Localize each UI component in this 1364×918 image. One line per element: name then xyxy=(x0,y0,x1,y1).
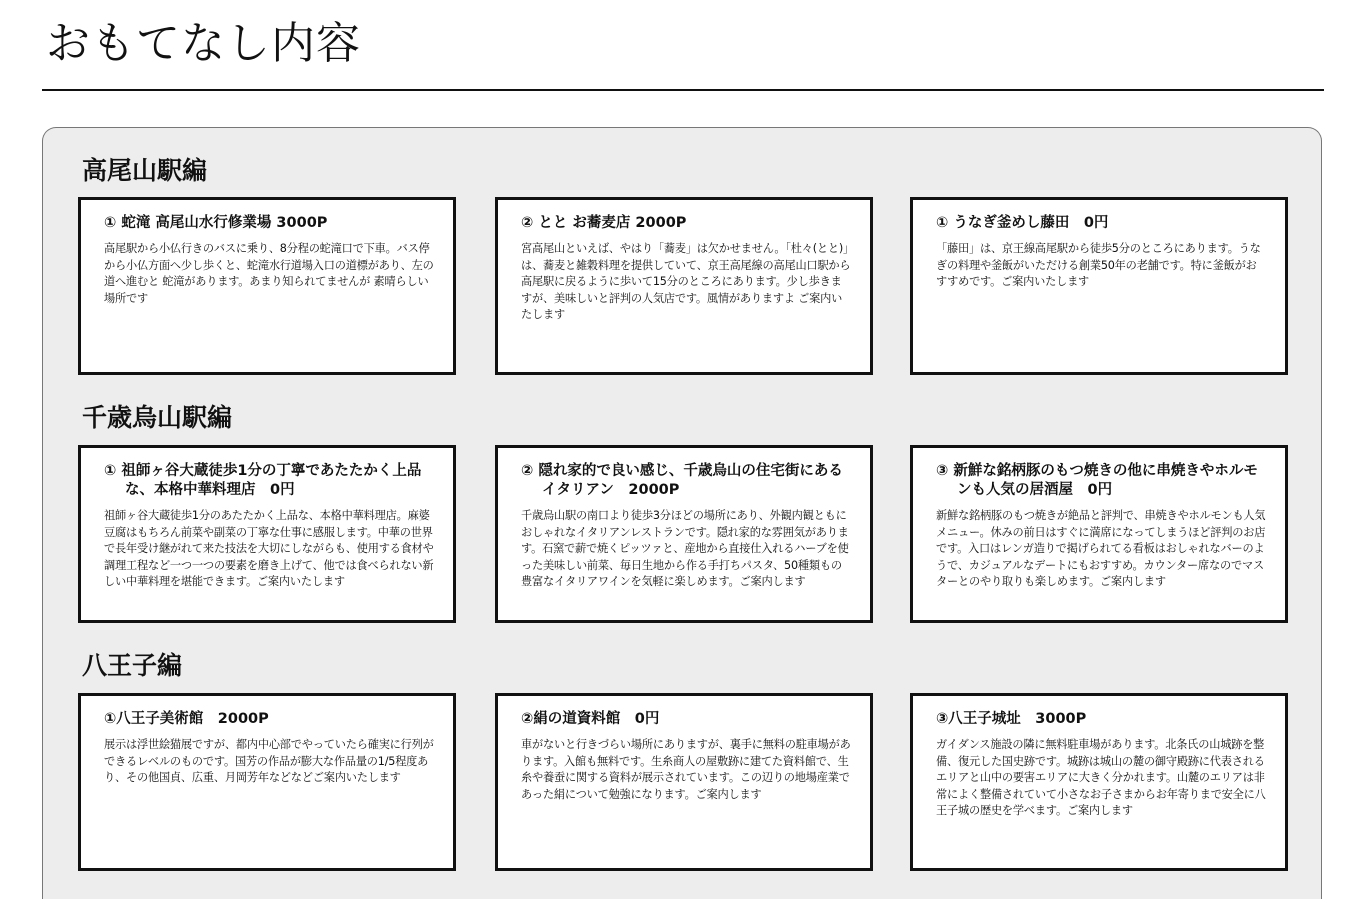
card-title: ③ 新鮮な銘柄豚のもつ焼きの他に串焼きやホルモンも人気の居酒屋 0円 xyxy=(936,463,1258,498)
card-title: ②絹の道資料館 0円 xyxy=(521,711,660,727)
card-body: 千歳烏山駅の南口より徒歩3分ほどの場所にあり、外観内観ともにおしゃれなイタリアンレストランです。隠れ家的な雰囲気があります。石窯で薪で焼くピッツァと、産地から直接仕入れるハーブを使った美味しい前菜、毎日生地から作る手打ちパスタ、50種類もの豊富なイタリアワインを気軽に楽しめます。ご案内します xyxy=(521,509,849,589)
section-heading-takaosan: 高尾山駅編 xyxy=(82,156,208,185)
section-heading-chitosekarasuyama: 千歳烏山駅編 xyxy=(82,403,233,432)
card-title: ② とと お蕎麦店 2000P xyxy=(521,215,687,231)
content-panel xyxy=(42,127,1322,899)
card-body: ガイダンス施設の隣に無料駐車場があります。北条氏の山城跡を整備、復元した国史跡です。城跡は城山の麓の御守殿跡に代表されるエリアと山中の要害エリアに大きく分かれます。山麓のエリアは非常によく整備されていて小さなお子さまからお年寄りまで安全に八王子城の歴史を学べます。ご案内します xyxy=(936,738,1266,818)
card-izakaya xyxy=(910,445,1288,623)
card-body: 車がないと行きづらい場所にありますが、裏手に無料の駐車場があります。入館も無料です。生糸商人の屋敷跡に建てた資料館で、生糸や養蚕に関する資料が展示されています。この辺りの地場産業であった絹について勉強になります。ご案内します xyxy=(521,738,851,801)
card-body: 「藤田」は、京王線高尾駅から徒歩5分のところにあります。うなぎの料理や釜飯がいただける創業50年の老舗です。特に釜飯がおすすめです。ご案内いたします xyxy=(936,242,1261,289)
card-hachioji-castle xyxy=(910,693,1288,871)
card-body: 宮高尾山といえば、やはり「蕎麦」は欠かせません。「杜々(とと)」は、蕎麦と雑穀料理を提供していて、京王高尾線の高尾山口駅から高尾駅に戻るように歩いて15分のところにあります。少し歩きますが、美味しいと評判の人気店です。風情がありますよ ご案内いたします xyxy=(521,242,851,322)
card-jataki xyxy=(78,197,456,375)
title-divider xyxy=(42,89,1324,91)
card-body: 祖師ヶ谷大蔵徒歩1分のあたたかく上品な、本格中華料理店。麻婆豆腐はもちろん前菜や副菜の丁寧な仕事に感服します。中華の世界で長年受け継がれて来た技法を大切にしながらも、使用する食材や調理工程など一つ一つの要素を磨き上げて、他では食べられない新しい中華料理を堪能できます。ご案内いたします xyxy=(104,509,434,589)
card-title: ①八王子美術館 2000P xyxy=(104,711,269,727)
card-fujita xyxy=(910,197,1288,375)
card-italian xyxy=(495,445,873,623)
card-title: ① うなぎ釜めし藤田 0円 xyxy=(936,215,1109,231)
card-hachioji-museum xyxy=(78,693,456,871)
card-title: ② 隠れ家的で良い感じ、千歳烏山の住宅街にあるイタリアン 2000P xyxy=(521,463,843,498)
card-title: ③八王子城址 3000P xyxy=(936,711,1087,727)
card-toto-soba xyxy=(495,197,873,375)
card-body: 展示は浮世絵猫展ですが、都内中心部でやっていたら確実に行列ができるレベルのものです。国芳の作品が膨大な作品量の1/5程度あり、その他国貞、広重、月岡芳年などなどご案内いたします xyxy=(104,738,434,785)
section-heading-hachioji: 八王子編 xyxy=(82,651,183,680)
card-title: ① 祖師ヶ谷大蔵徒歩1分の丁寧であたたかく上品な、本格中華料理店 0円 xyxy=(104,463,422,498)
card-title: ① 蛇滝 高尾山水行修業場 3000P xyxy=(104,215,328,231)
page-title: おもてなし内容 xyxy=(46,18,361,69)
card-chinese-restaurant xyxy=(78,445,456,623)
card-body: 新鮮な銘柄豚のもつ焼きが絶品と評判で、串焼きやホルモンも人気メニュー。休みの前日はすぐに満席になってしまうほど評判のお店です。入口はレンガ造りで掲げられてる看板はおしゃれなバーのようで、カジュアルなデートにもおすすめ。カウンター席なのでマスターとのやり取りも楽しめます。ご案内します xyxy=(936,509,1266,589)
card-body: 高尾駅から小仏行きのバスに乗り、8分程の蛇滝口で下車。バス停から小仏方面へ少し歩くと、蛇滝水行道場入口の道標があり、左の道へ進むと 蛇滝があります。あまり知られてませんが 素晴らしい場所です xyxy=(104,242,434,305)
card-silk-road-museum xyxy=(495,693,873,871)
